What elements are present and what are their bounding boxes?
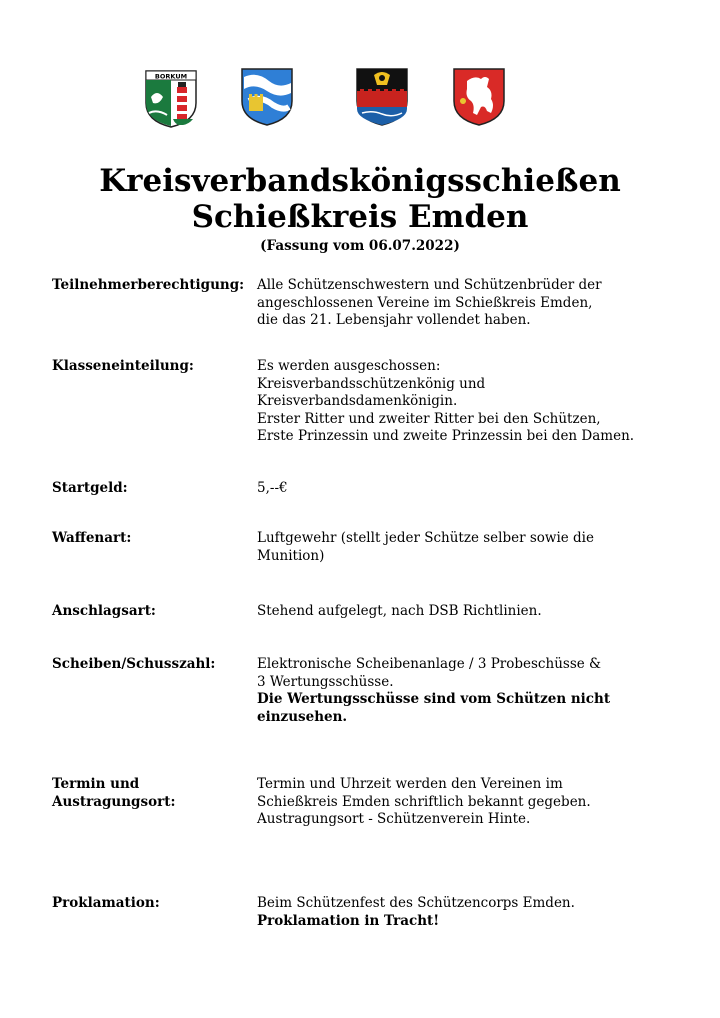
borkum-crest bbox=[143, 68, 199, 130]
row-value bbox=[257, 530, 677, 565]
emden-crest bbox=[354, 66, 410, 128]
value-line: die das 21. Lebensjahr vollendet haben. bbox=[257, 312, 531, 328]
page-title-line2: Schießkreis Emden bbox=[191, 199, 529, 235]
row-label: Teilnehmerberechtigung: bbox=[52, 277, 245, 293]
value-line: Kreisverbandsdamenkönigin. bbox=[257, 393, 458, 409]
crests-header bbox=[0, 66, 720, 130]
row-value bbox=[257, 895, 677, 930]
row-value bbox=[257, 480, 677, 498]
row-label-line: Austragungsort: bbox=[52, 793, 176, 810]
value-line: Elektronische Scheibenanlage / 3 Probeschüsse & bbox=[257, 656, 602, 672]
value-line: 3 Wertungsschüsse. bbox=[257, 673, 394, 690]
value-line: 5,--€ bbox=[257, 480, 288, 496]
crest-four bbox=[451, 66, 507, 128]
page-title: Kreisverbandskönigsschießen bbox=[99, 163, 621, 199]
value-line: Es werden ausgeschossen: bbox=[257, 358, 441, 374]
crest-two bbox=[239, 66, 295, 128]
row-label: Scheiben/Schusszahl: bbox=[52, 656, 216, 672]
value-line: Kreisverbandsschützenkönig und bbox=[257, 375, 486, 392]
value-line: Termin und Uhrzeit werden den Vereinen im bbox=[257, 776, 563, 792]
row-label: Anschlagsart: bbox=[52, 603, 156, 619]
value-line: Schießkreis Emden schriftlich bekannt gegeben. bbox=[257, 793, 591, 810]
row-value bbox=[257, 776, 677, 829]
value-line: Alle Schützenschwestern und Schützenbrüder der bbox=[257, 277, 602, 293]
value-line: Austragungsort - Schützenverein Hinte. bbox=[257, 811, 531, 827]
value-line: Munition) bbox=[257, 547, 325, 564]
row-value bbox=[257, 277, 677, 330]
value-line: Beim Schützenfest des Schützencorps Emden. bbox=[257, 895, 575, 911]
row-label: Waffenart: bbox=[52, 530, 132, 546]
value-line: Stehend aufgelegt, nach DSB Richtlinien. bbox=[257, 603, 542, 619]
value-line-bold: Proklamation in Tracht! bbox=[257, 912, 440, 929]
value-line: angeschlossenen Vereine im Schießkreis Emden, bbox=[257, 294, 593, 311]
value-line: Luftgewehr (stellt jeder Schütze selber sowie die bbox=[257, 530, 594, 546]
value-line-bold: einzusehen. bbox=[257, 708, 348, 725]
value-line-bold: Die Wertungsschüsse sind vom Schützen nicht bbox=[257, 691, 611, 707]
row-label-line: Termin und bbox=[52, 776, 140, 792]
row-value bbox=[257, 603, 677, 621]
borkum-crest-label: BORKUM bbox=[154, 72, 188, 81]
row-value bbox=[257, 656, 677, 726]
row-label: Proklamation: bbox=[52, 895, 160, 911]
version-date: (Fassung vom 06.07.2022) bbox=[260, 238, 460, 254]
row-label: Startgeld: bbox=[52, 480, 128, 496]
value-line: Erster Ritter und zweiter Ritter bei den Schützen, bbox=[257, 410, 601, 427]
row-label bbox=[52, 776, 252, 811]
row-label: Klasseneinteilung: bbox=[52, 358, 194, 374]
value-line: Erste Prinzessin und zweite Prinzessin bei den Damen. bbox=[257, 428, 635, 444]
row-value bbox=[257, 358, 677, 446]
